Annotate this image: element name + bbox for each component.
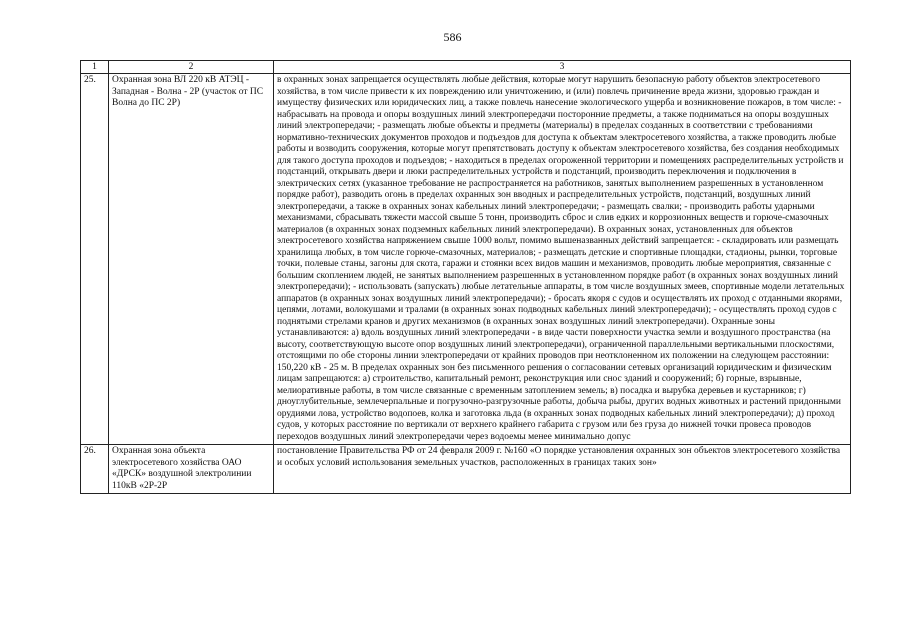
protection-zones-table <box>80 60 851 494</box>
table-row <box>81 445 851 494</box>
table-header-row <box>81 61 851 74</box>
page-number: 586 <box>443 30 462 44</box>
row-number: 25. <box>81 74 109 445</box>
row-number: 26. <box>81 445 109 494</box>
zone-restrictions: в охранных зонах запрещается осуществлять любые действия, которые могут нарушить безопасную работу объектов электросетевого хозяйства, в том числе привести к их повреждению или уничтожению, и (или) повлечь причинение вреда жизни, здоровью граждан и имуществу физических или юридических лиц, а также повлечь нанесение экологического ущерба и возникновение пожаров, в том числе: - набрасывать на провода и опоры воздушных линий электропередачи посторонние предметы, а также подниматься на опоры воздушных линий электропередачи; - размещать любые объекты и предметы (материалы) в пределах созданных в соответствии с требованиями нормативно-технических документов проходов и подъездов для доступа к объектам электросетевого хозяйства, а также проводить любые работы и возводить сооружения, которые могут препятствовать доступу к объектам электросетевого хозяйства, без создания необходимых для такого доступа проходов и подъездов; - находиться в пределах огороженной территории и помещениях распределительных устройств и подстанций, открывать двери и люки распределительных устройств и подстанций, производить переключения и подключения в электрических сетях (указанное требование не распространяется на работников, занятых выполнением разрешенных в установленном порядке работ), разводить огонь в пределах охранных зон вводных и распределительных устройств, подстанций, воздушных линий электропередачи, а также в охранных зонах кабельных линий электропередачи; - размещать свалки; - производить работы ударными механизмами, сбрасывать тяжести массой свыше 5 тонн, производить сброс и слив едких и коррозионных веществ и горюче-смазочных материалов (в охранных зонах подземных кабельных линий электропередачи). В охранных зонах, установленных для объектов электросетевого хозяйства напряжением свыше 1000 вольт, помимо вышеназванных действий запрещается: - складировать или размещать хранилища любых, в том числе горюче-смазочных, материалов; - размещать детские и спортивные площадки, стадионы, рынки, торговые точки, полевые станы, загоны для скота, гаражи и стоянки всех видов машин и механизмов, проводить любые мероприятия, связанные с большим скоплением людей, не занятых выполнением разрешенных в установленном порядке работ (в охранных зонах воздушных линий электропередачи); - использовать (запускать) любые летательные аппараты, в том числе воздушных змеев, спортивные модели летательных аппаратов (в охранных зонах воздушных линий электропередачи); - бросать якоря с судов и осуществлять их проход с отданными якорями, цепями, лотами, волокушами и тралами (в охранных зонах подводных кабельных линий электропередачи); - осуществлять проход судов с поднятыми стрелами кранов и других механизмов (в охранных зонах воздушных линий электропередачи). Охранные зоны устанавливаются: а) вдоль воздушных линий электропередачи - в виде части поверхности участка земли и воздушного пространства (на высоту, соответствующую высоте опор воздушных линий электропередачи), ограниченной параллельными вертикальными плоскостями, отстоящими по обе стороны линии электропередачи от крайних проводов при неотклоненном их положении на следующем расстоянии: 150,220 кВ - 25 м. В пределах охранных зон без письменного решения о согласовании сетевых организаций юридическим и физическим лицам запрещаются: а) строительство, капитальный ремонт, реконструкция или снос зданий и сооружений; б) горные, взрывные, мелиоративные работы, в том числе связанные с временным затоплением земель; в) посадка и вырубка деревьев и кустарников; г) дноуглубительные, землечерпальные и погрузочно-разгрузочные работы, добыча рыбы, других водных животных и растений придонными орудиями лова, устройство водопоев, колка и заготовка льда (в охранных зонах подводных кабельных линий электропередачи); д) проход судов, у которых расстояние по вертикали от верхнего крайнего габарита с грузом или без груза до нижней точки провеса проводов переходов воздушных линий электропередачи через водоемы менее минимально допус <box>274 74 851 445</box>
zone-name: Охранная зона объекта электросетевого хозяйства ОАО «ДРСК» воздушной электролинии 110кВ «2Р-2Р <box>109 445 274 494</box>
zone-restrictions: постановление Правительства РФ от 24 февраля 2009 г. №160 «О порядке установления охранных зон объектов электросетевого хозяйства и особых условий использования земельных участков, расположенных в границах таких зон» <box>274 445 851 494</box>
table-row <box>81 74 851 445</box>
zone-name: Охранная зона ВЛ 220 кВ АТЭЦ - Западная - Волна - 2Р (участок от ПС Волна до ПС 2Р) <box>109 74 274 445</box>
column-header-2: 2 <box>109 61 274 74</box>
column-header-1: 1 <box>81 61 109 74</box>
column-header-3: 3 <box>274 61 851 74</box>
